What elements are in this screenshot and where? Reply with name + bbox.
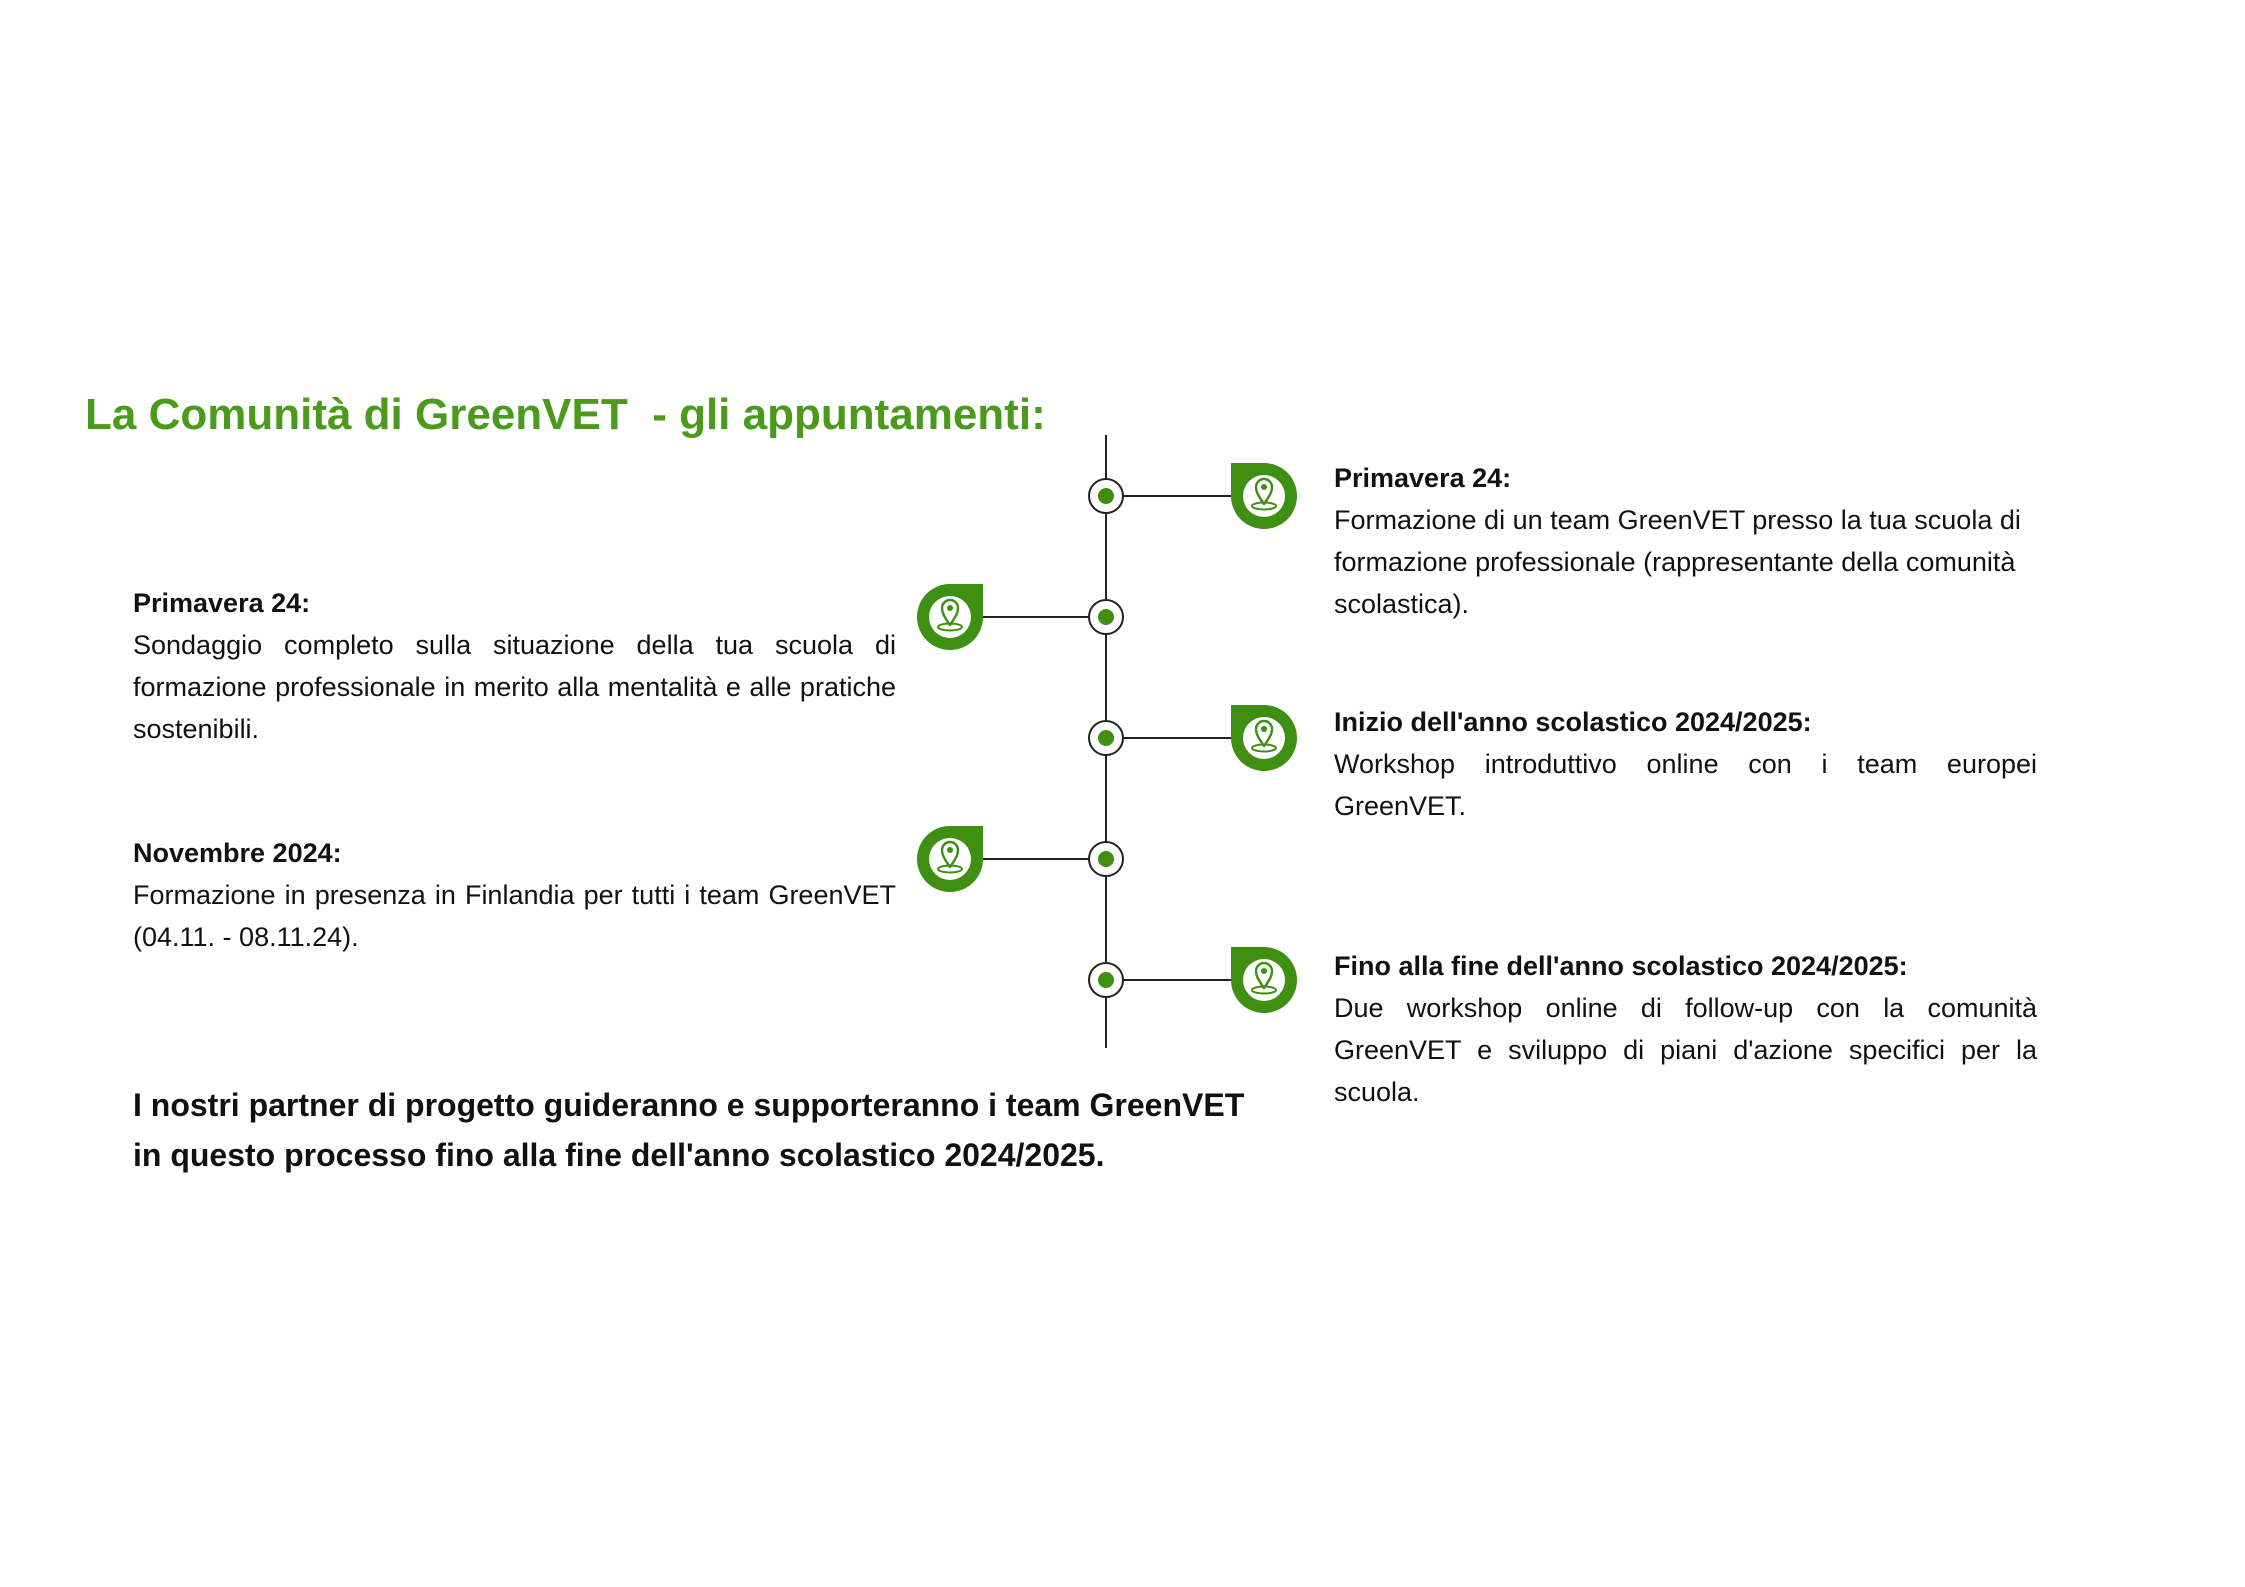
timeline-entry-4 (1334, 945, 2037, 1113)
entry-body: Formazione in presenza in Finlandia per tutti i team GreenVET (04.11. - 08.11.24). (133, 880, 896, 952)
entry-body: Sondaggio completo sulla situazione della tua scuola di formazione professionale in merito alla mentalità e alle pratiche sostenibili. (133, 630, 896, 744)
timeline-node-4 (1089, 947, 1297, 1013)
timeline-entry-3 (133, 832, 896, 958)
entry-heading: Fino alla fine dell'anno scolastico 2024/2025: (1334, 951, 1908, 981)
timeline-entry-1 (133, 582, 896, 750)
location-pin-icon (1231, 705, 1297, 771)
location-pin-icon (917, 826, 983, 892)
entry-body: Due workshop online di follow-up con la comunità GreenVET e sviluppo di piani d'azione specifici per la scuola. (1334, 993, 2037, 1107)
entry-body: Workshop introduttivo online con i team europei GreenVET. (1334, 749, 2037, 821)
timeline-node-dot (1098, 730, 1114, 746)
entry-heading: Novembre 2024: (133, 838, 342, 868)
entry-heading: Primavera 24: (133, 588, 311, 618)
location-pin-icon (1231, 947, 1297, 1013)
timeline-node-2 (1089, 705, 1297, 771)
location-pin-icon (917, 584, 983, 650)
timeline-entry-2 (1334, 701, 2037, 827)
timeline-node-3 (917, 826, 1123, 892)
timeline-node-dot (1098, 972, 1114, 988)
timeline-node-dot (1098, 488, 1114, 504)
timeline-node-0 (1089, 463, 1297, 529)
timeline-entry-0 (1334, 457, 2034, 625)
closing-statement: I nostri partner di progetto guideranno e supporteranno i team GreenVET in questo processo fino alla fine dell'anno scolastico 2024/2025. (133, 1087, 1245, 1173)
location-pin-icon (1231, 463, 1297, 529)
timeline-node-dot (1098, 851, 1114, 867)
timeline-node-1 (917, 584, 1123, 650)
entry-heading: Primavera 24: (1334, 463, 1512, 493)
page-title: La Comunità di GreenVET - gli appuntamenti: (85, 390, 1046, 439)
entry-body: Formazione di un team GreenVET presso la tua scuola di formazione professionale (rappresentante della comunità scolastica). (1334, 505, 2021, 619)
timeline-node-dot (1098, 609, 1114, 625)
entry-heading: Inizio dell'anno scolastico 2024/2025: (1334, 707, 1812, 737)
